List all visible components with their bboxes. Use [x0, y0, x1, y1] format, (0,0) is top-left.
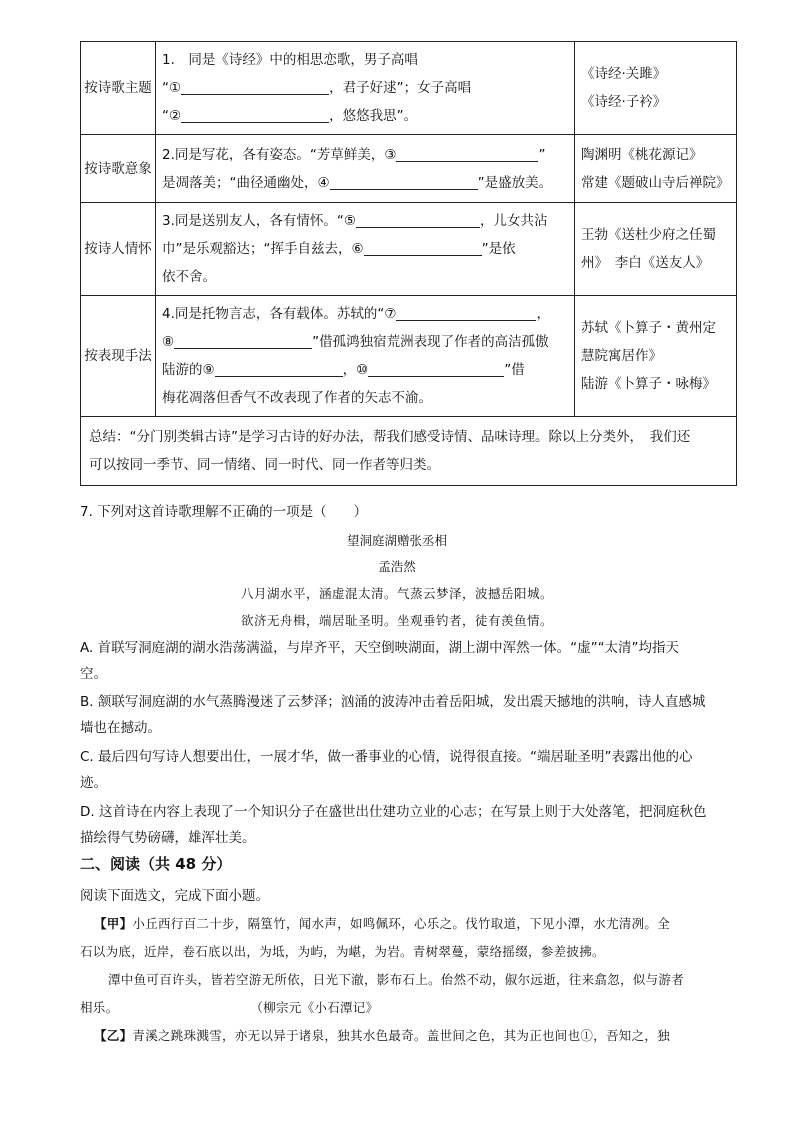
requirement-line: 梅花凋落但香气不改表现了作者的矢志不渝。	[162, 390, 432, 406]
passage-jia-line: 相乐。 （柳宗元《小石潭记》	[80, 1000, 379, 1015]
requirement-line: 依不舍。	[162, 269, 216, 285]
passage-yi-line: 【乙】青溪之跳珠溅雪，亦无以异于诸泉，独其水色最奇。盖世间之色，其为正也间也①，吾知之，独	[94, 1028, 671, 1043]
requirement-line: 陆游的⑨ ，⑩ ”借	[162, 356, 568, 384]
requirement-line: 4.同是托物言志，各有载体。苏轼的“⑦ ，	[162, 300, 568, 328]
answer-blank-8[interactable]	[174, 330, 312, 349]
poem-line: 欲济无舟楫，端居耻圣明。坐观垂钓者，徒有羡鱼情。	[240, 613, 553, 628]
passage-source: （柳宗元《小石潭记》	[250, 1000, 379, 1015]
option-c[interactable]: C. 最后四句写诗人想要出仕，一展才华，做一番事业的心情，说得很直接。“端居耻圣明”表露出他的心 迹。	[80, 749, 693, 791]
passage-jia-line: 【甲】小丘西行百二十步，隔篁竹，闻水声，如鸣佩环，心乐之。伐竹取道，下见小潭，水尤清冽。全	[94, 916, 671, 931]
passage-jia-line: 石以为底，近岸，卷石底以出，为坻，为屿，为嵁，为岩。青树翠蔓，蒙络摇缀，参差披拂。	[80, 944, 605, 959]
table-row	[81, 42, 737, 135]
option-b[interactable]: B. 颔联写洞庭湖的水气蒸腾漫迷了云梦泽；汹涌的波涛冲击着岳阳城，发出震天撼地的洪响，诗人直感城 墙也在撼动。	[80, 694, 706, 736]
passage-jia-line: 潭中鱼可百许头，皆若空游无所依，日光下澈，影布石上。佁然不动，俶尔远逝，往来翕忽，似与游者	[108, 972, 685, 987]
poem-title: 望洞庭湖赠张丞相	[346, 533, 447, 548]
source-cell: 苏轼《卜算子・黄州定 慧院寓居作》 陆游《卜算子・咏梅》	[575, 296, 737, 417]
question-7-stem: 7. 下列对这首诗歌理解不正确的一项是（ ）	[80, 504, 368, 520]
answer-blank-1[interactable]	[181, 76, 329, 95]
category-cell: 按表现手法	[81, 296, 156, 417]
requirement-cell	[156, 42, 575, 135]
requirement-cell	[156, 296, 575, 417]
requirement-line: ⑧ ”借孤鸿独宿荒洲表现了作者的高洁孤傲	[162, 328, 568, 356]
passage-label: 【甲】	[94, 916, 133, 931]
answer-blank-9[interactable]	[215, 358, 343, 377]
answer-blank-10[interactable]	[368, 358, 504, 377]
poem-author: 孟浩然	[378, 559, 416, 574]
requirement-line: 巾”是乐观豁达；“挥手自兹去，⑥ ”是依	[162, 235, 568, 263]
answer-blank-7[interactable]	[396, 302, 536, 321]
source-cell: 陶渊明《桃花源记》 常建《题破山寺后禅院》	[575, 135, 737, 203]
requirement-cell	[156, 203, 575, 296]
category-cell: 按诗歌意象	[81, 135, 156, 203]
source-cell: 《诗经·关雎》 《诗经·子衿》	[575, 42, 737, 135]
table-row	[81, 296, 737, 417]
option-a[interactable]: A. 首联写洞庭湖的湖水浩荡满溢，与岸齐平，天空倒映湖面，湖上湖中浑然一体。“虚”“太清”均指天 空。	[80, 640, 680, 682]
answer-blank-2[interactable]	[181, 104, 329, 123]
summary-row	[81, 417, 737, 486]
category-cell: 按诗歌主题	[81, 42, 156, 135]
table-row	[81, 203, 737, 296]
table-row	[81, 135, 737, 203]
option-d[interactable]: D. 这首诗在内容上表现了一个知识分子在盛世出仕建功立业的心志；在写景上则于大处落笔，把洞庭秋色 描绘得气势磅礴，雄浑壮美。	[80, 804, 707, 846]
poem-line: 八月湖水平，涵虚混太清。气蒸云梦泽，波撼岳阳城。	[240, 586, 553, 601]
requirement-line: 2.同是写花，各有姿态。“芳草鲜美，③ ”	[162, 141, 568, 169]
answer-blank-3[interactable]	[396, 143, 538, 162]
source-cell: 王勃《送杜少府之任蜀 州》 李白《送友人》	[575, 203, 737, 296]
reading-instruction: 阅读下面选文，完成下面小题。	[80, 888, 269, 904]
requirement-line: 是凋落美；“曲径通幽处，④ ”是盛放美。	[162, 169, 568, 197]
summary-cell: 总结：“分门别类辑古诗”是学习古诗的好办法，帮我们感受诗情、品味诗理。除以上分类外， 我们还 可以按同一季节、同一情绪、同一时代、同一作者等归类。	[81, 417, 737, 486]
answer-blank-4[interactable]	[330, 171, 478, 190]
category-cell: 按诗人情怀	[81, 203, 156, 296]
poetry-classification-table	[80, 41, 737, 486]
answer-blank-6[interactable]	[364, 237, 482, 256]
passage-label: 【乙】	[94, 1028, 133, 1043]
requirement-line: 1. 同是《诗经》中的相思恋歌，男子高唱	[162, 52, 418, 68]
section-title: 二、阅读（共 48 分）	[80, 855, 232, 873]
requirement-line: 3.同是送别友人，各有情怀。“⑤ ，儿女共沾	[162, 207, 568, 235]
requirement-line: “② ，悠悠我思”。	[162, 102, 568, 130]
requirement-cell	[156, 135, 575, 203]
answer-blank-5[interactable]	[356, 209, 480, 228]
requirement-line: “① ，君子好逑”；女子高唱	[162, 74, 568, 102]
